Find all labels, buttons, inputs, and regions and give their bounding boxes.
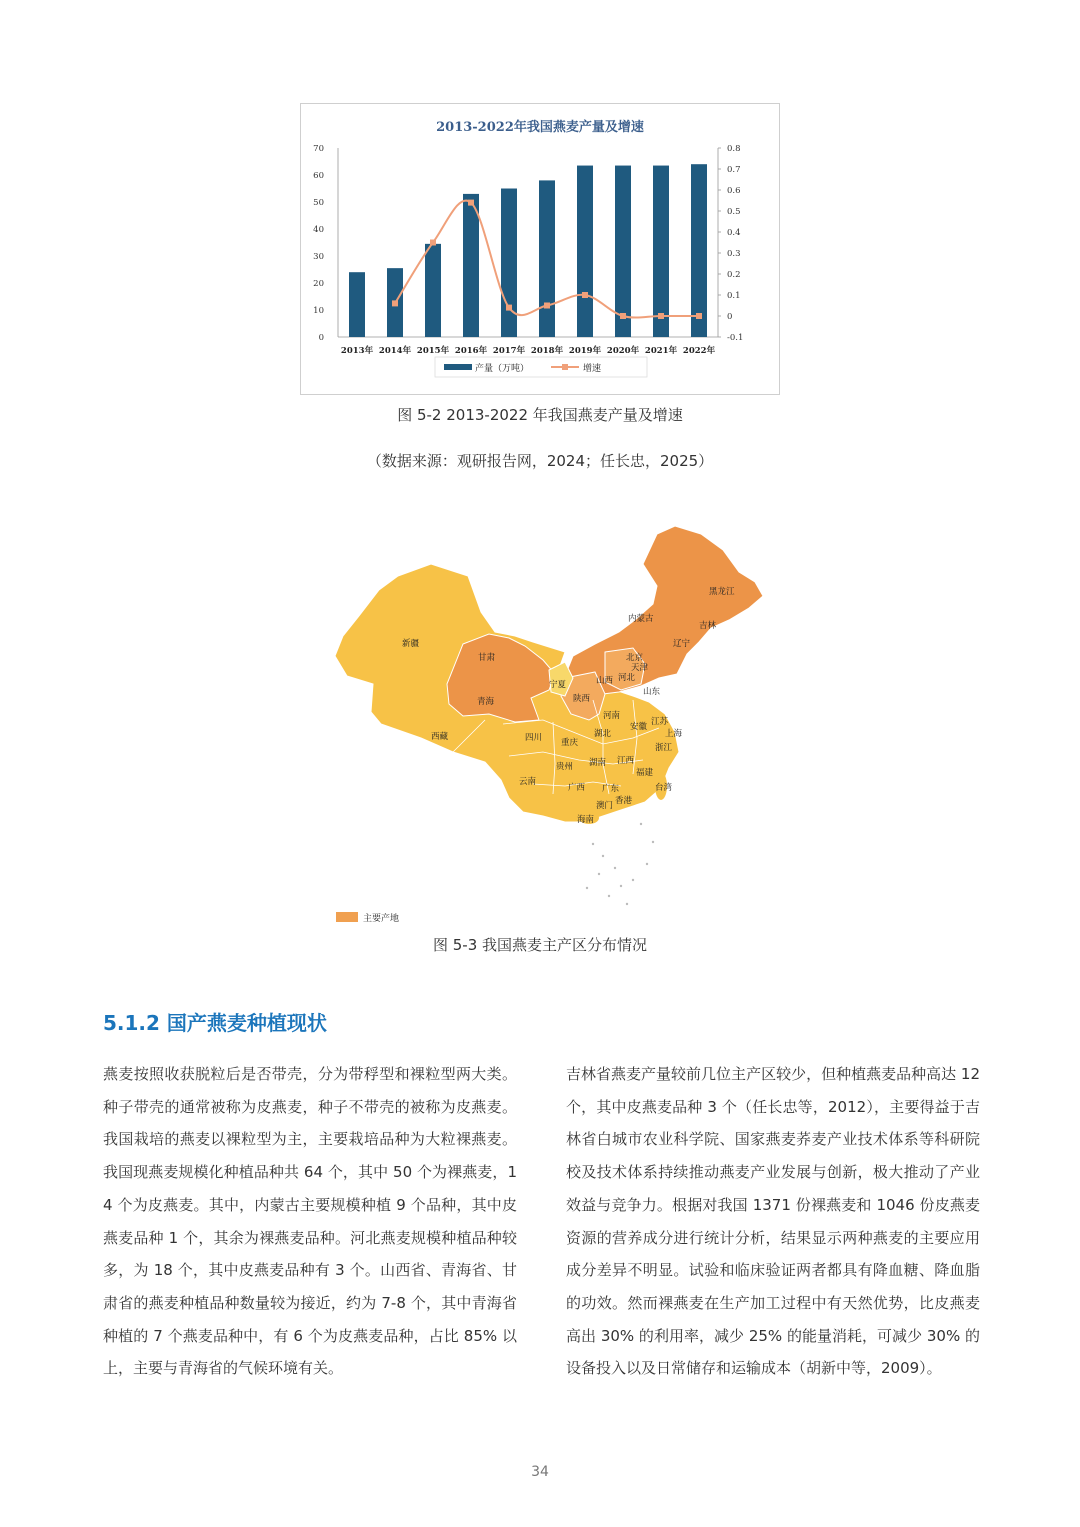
oat-region-map [303,524,779,928]
body-text-left: 燕麦按照收获脱粒后是否带壳，分为带稃型和裸粒型两大类。种子带壳的通常被称为皮燕麦，种子不带壳的被称为皮燕麦。我国栽培的燕麦以裸粒型为主，主要栽培品种为大粒裸燕麦。我国现燕麦规模化种植品种共 64 个，其中 50 个为裸燕麦，14 个为皮燕麦。其中，内蒙古主要规模种植 9 个品种，其中皮燕麦品种 1 个，其余为裸燕麦品种。河北燕麦规模种植品种较多，为 18 个，其中皮燕麦品种有 3 个。山西省、青海省、甘肃省的燕麦种植品种数量较为接近，约为 7-8 个，其中青海省种植的 7 个燕麦品种中，有 6 个为皮燕麦品种，占比 85% 以上，主要与青海省的气候环境有关。 [103,1065,517,1378]
legend-line-label: 增速 [583,364,602,374]
label-macau: 澳门 [596,801,614,811]
china-map [303,524,779,928]
label-sichuan: 四川 [525,733,543,743]
label-heilongjiang: 黑龙江 [709,587,735,597]
label-jiangxi: 江西 [617,756,635,766]
production-chart [300,103,780,395]
bar-production [539,180,555,337]
label-shaanxi: 陕西 [573,694,591,704]
label-guangdong: 广东 [602,784,620,794]
label-neimenggu: 内蒙古 [628,614,654,624]
label-yunnan: 云南 [519,777,537,787]
left-tick-label: 20 [313,279,324,289]
label-xinjiang: 新疆 [402,639,420,649]
x-category-label: 2019年 [568,346,602,356]
right-tick-label: 0.8 [727,144,741,154]
chart-canvas [301,104,779,394]
bar-production [425,244,441,337]
bar-production [691,164,707,337]
growth-point [696,313,702,319]
label-anhui: 安徽 [630,722,648,732]
label-henan: 河南 [603,711,621,721]
bar-production [577,166,593,337]
legend-line-marker [562,364,568,370]
x-category-label: 2022年 [682,346,716,356]
growth-point [468,200,474,206]
right-tick-label: 0.3 [727,249,741,259]
x-category-label: 2017年 [492,346,526,356]
bar-production [615,166,631,337]
x-category-label: 2015年 [416,346,450,356]
x-category-label: 2016年 [454,346,488,356]
label-fujian: 福建 [636,768,654,778]
right-tick-label: 0.1 [727,291,741,301]
legend-bar-swatch [444,364,472,370]
label-hainan: 海南 [577,815,595,825]
bar-production [653,166,669,337]
label-guizhou: 贵州 [556,762,574,772]
bar-production [463,194,479,337]
left-tick-label: 60 [313,171,324,181]
growth-point [392,300,398,306]
x-category-label: 2013年 [340,346,374,356]
right-tick-label: 0 [727,312,733,322]
right-tick-label: 0.6 [727,186,741,196]
map-legend-label: 主要产地 [363,914,400,924]
label-taiwan: 台湾 [655,783,673,793]
left-tick-label: 70 [313,144,324,154]
x-category-label: 2018年 [530,346,564,356]
label-hubei: 湖北 [594,729,612,739]
x-category-label: 2014年 [378,346,412,356]
right-tick-label: 0.7 [727,165,741,175]
bar-production [501,189,517,338]
label-shanghai: 上海 [665,729,683,739]
right-tick-label: 0.2 [727,270,741,280]
label-gansu: 甘肃 [478,653,496,663]
growth-point [544,303,550,309]
left-tick-label: 50 [313,198,324,208]
label-hunan: 湖南 [589,758,607,768]
label-ningxia: 宁夏 [549,680,567,690]
legend-bar-label: 产量（万吨） [475,364,530,374]
label-chongqing: 重庆 [561,738,579,748]
label-shandong: 山东 [643,687,661,697]
south-sea-islands [586,823,654,905]
label-jiangsu: 江苏 [651,717,669,727]
section-title: 5.1.2 国产燕麦种植现状 [103,1011,327,1035]
page-number: 34 [531,1464,549,1480]
label-zhejiang: 浙江 [655,743,673,753]
growth-point [658,313,664,319]
left-tick-label: 0 [318,333,324,343]
label-xizang: 西藏 [431,732,449,742]
growth-point [430,240,436,246]
label-hongkong: 香港 [615,796,633,806]
label-jilin: 吉林 [699,621,717,631]
body-text-right: 吉林省燕麦产量较前几位主产区较少，但种植燕麦品种高达 12 个，其中皮燕麦品种 3 个（任长忠等，2012），主要得益于吉林省白城市农业科学院、国家燕麦荞麦产业技术体系等科研院校及技术体系持续推动燕麦产业发展与创新，极大推动了产业效益与竞争力。根据对我国 1371 份裸燕麦和 1046 份皮燕麦资源的营养成分进行统计分析，结果显示两种燕麦的主要应用成分差异不明显。试验和临床验证两者都具有降血糖、降血脂的功效。然而裸燕麦在生产加工过程中有天然优势，比皮燕麦高出 30% 的利用率，减少 25% 的能量消耗，可减少 30% 的设备投入以及日常储存和运输成本（胡新中等，2009）。 [566,1065,980,1378]
label-tianjin: 天津 [631,663,649,673]
left-tick-label: 30 [313,252,324,262]
label-guangxi: 广西 [568,783,586,793]
growth-point [506,305,512,311]
right-tick-label: 0.4 [727,228,741,238]
label-qinghai: 青海 [477,697,495,707]
data-source-note: （数据来源：观研报告网，2024；任长忠，2025） [366,452,714,470]
figure-5-3-caption: 图 5-3 我国燕麦主产区分布情况 [432,936,648,954]
label-liaoning: 辽宁 [673,639,691,649]
bar-production [349,272,365,337]
label-hebei: 河北 [618,673,636,683]
map-legend-swatch [336,912,358,922]
x-category-label: 2020年 [606,346,640,356]
right-tick-label: 0.5 [727,207,741,217]
figure-5-2-caption: 图 5-2 2013-2022 年我国燕麦产量及增速 [397,406,683,424]
label-beijing: 北京 [626,653,644,663]
left-tick-label: 40 [313,225,324,235]
growth-point [620,313,626,319]
left-tick-label: 10 [313,306,324,316]
right-tick-label: -0.1 [727,333,744,343]
label-shanxi: 山西 [596,676,614,686]
growth-point [582,292,588,298]
chart-title: 2013-2022年我国燕麦产量及增速 [436,120,644,135]
x-category-label: 2021年 [644,346,678,356]
